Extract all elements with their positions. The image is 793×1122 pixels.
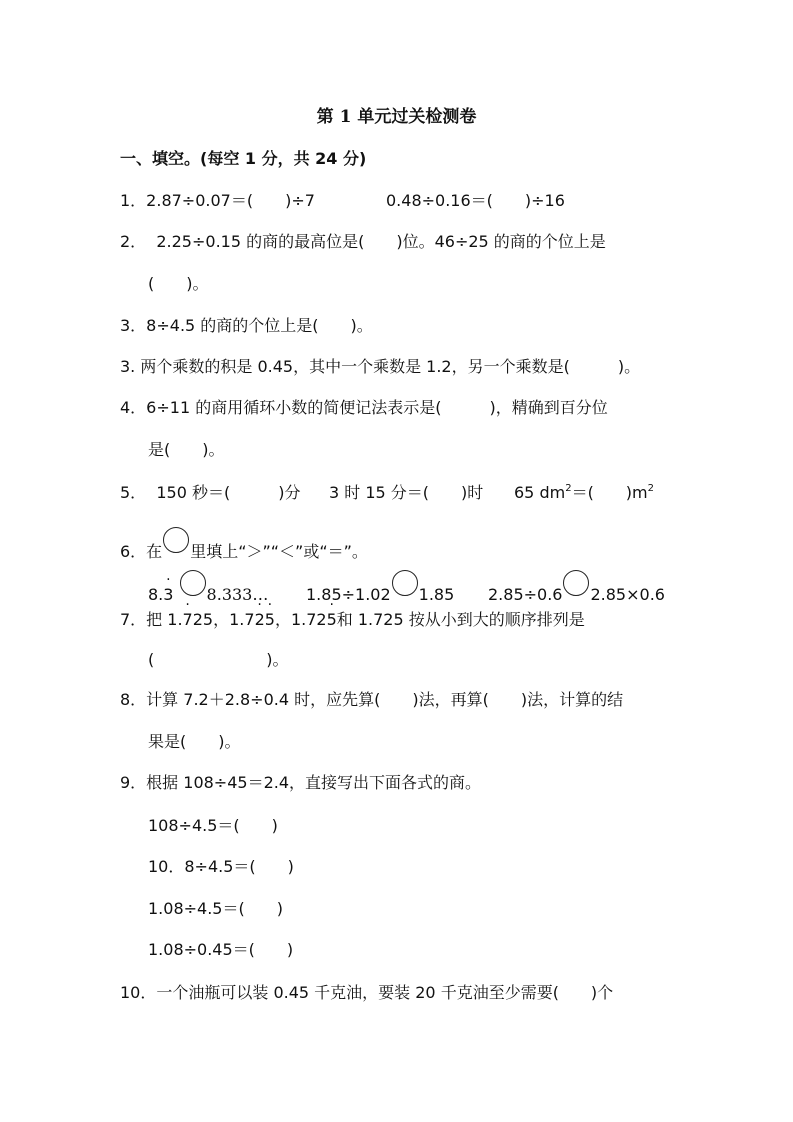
- q6-item1-c: 8.333…: [206, 585, 269, 604]
- q6-item3-b: 2.85×0.6: [590, 585, 665, 604]
- q6-pre: 6．在: [120, 542, 163, 561]
- question-8-line2: 果是( )。: [148, 732, 241, 751]
- q6-item2-a: 1.85÷1.02: [306, 585, 391, 604]
- q5c-sup1: 2: [565, 483, 572, 494]
- q7-n2-dot-digit: 2 ·: [255, 610, 265, 629]
- q7-n1c: 25: [192, 610, 214, 629]
- page-title: 第 1 单元过关检测卷: [316, 107, 477, 127]
- question-7-line1: [120, 609, 585, 631]
- q7-n1-dot-digit: 7 ·: [183, 610, 193, 629]
- question-5b: 3 时 15 分＝( )时: [329, 483, 484, 502]
- question-5c: [514, 482, 654, 504]
- compare-circle-icon[interactable]: [563, 570, 589, 596]
- question-6-item3: [488, 570, 665, 604]
- question-9b: 10．8÷4.5＝( ): [148, 857, 294, 876]
- question-3a: 3．8÷4.5 的商的个位上是( )。: [120, 316, 373, 335]
- section-heading: 一、填空。(每空 1 分，共 24 分): [120, 149, 367, 168]
- question-10: 10．一个油瓶可以装 0.45 千克油，要装 20 千克油至少需要( )个: [120, 983, 614, 1002]
- q6-post: 里填上“＞”“＜”或“＝”。: [190, 542, 368, 561]
- question-6-instruction: [120, 527, 368, 561]
- q6-item3-a: 2.85÷0.6: [488, 585, 563, 604]
- compare-circle-icon[interactable]: [392, 570, 418, 596]
- question-8-line1: 8．计算 7.2＋2.8÷0.4 时，应先算( )法，再算( )法，计算的结: [120, 690, 624, 709]
- compare-circle-icon: [163, 527, 189, 553]
- question-2-line2: ( )。: [148, 274, 209, 293]
- question-9d: 1.08÷0.45＝( ): [148, 940, 294, 959]
- q7-n3-dot-digit: 5 ·: [327, 610, 337, 629]
- q7-post: 和 1.725 按从小到大的顺序排列是: [336, 610, 585, 629]
- q5c-sup2: 2: [647, 483, 655, 494]
- compare-circle-icon[interactable]: [180, 570, 206, 596]
- q7-sep2: ，: [274, 610, 291, 629]
- question-5a: 5． 150 秒＝( )分: [120, 483, 301, 502]
- q6-item1-repeat-digit: 3 ·: [163, 585, 173, 604]
- q7-n2a: 1.7: [229, 610, 255, 629]
- question-2-line1: 2． 2.25÷0.15 的商的最高位是( )位。46÷25 的商的个位上是: [120, 232, 606, 251]
- question-3b: 3. 两个乘数的积是 0.45，其中一个乘数是 1.2，另一个乘数是( )。: [120, 357, 641, 376]
- question-4-line2: 是( )。: [148, 440, 225, 459]
- q7-pre: 7．把: [120, 610, 168, 629]
- q7-n2-dot-digit-2: 5 ·: [265, 610, 275, 629]
- question-9c: 1.08÷4.5＝( ): [148, 899, 283, 918]
- question-6-item1: [148, 570, 269, 604]
- question-6-item2: [306, 570, 455, 604]
- q6-item2-b: 1.85: [418, 585, 455, 604]
- question-1b: 0.48÷0.16＝( )÷16: [386, 191, 565, 210]
- q5c-value: 65 dm: [514, 483, 566, 502]
- q5c-rest: ＝( )m: [571, 483, 648, 502]
- q7-sep1: ，: [213, 610, 230, 629]
- q7-n1a: 1.: [167, 610, 183, 629]
- q7-n3a: 1.72: [290, 610, 327, 629]
- question-1a: 1．2.87÷0.07＝( )÷7: [120, 191, 315, 210]
- q6-item1-a: 8.: [148, 585, 164, 604]
- question-4-line1: 4．6÷11 的商用循环小数的简便记法表示是( )，精确到百分位: [120, 398, 608, 417]
- question-9a: 108÷4.5＝( ): [148, 816, 278, 835]
- question-9-line1: 9．根据 108÷45＝2.4，直接写出下面各式的商。: [120, 773, 482, 792]
- question-7-line2: ( )。: [148, 650, 289, 669]
